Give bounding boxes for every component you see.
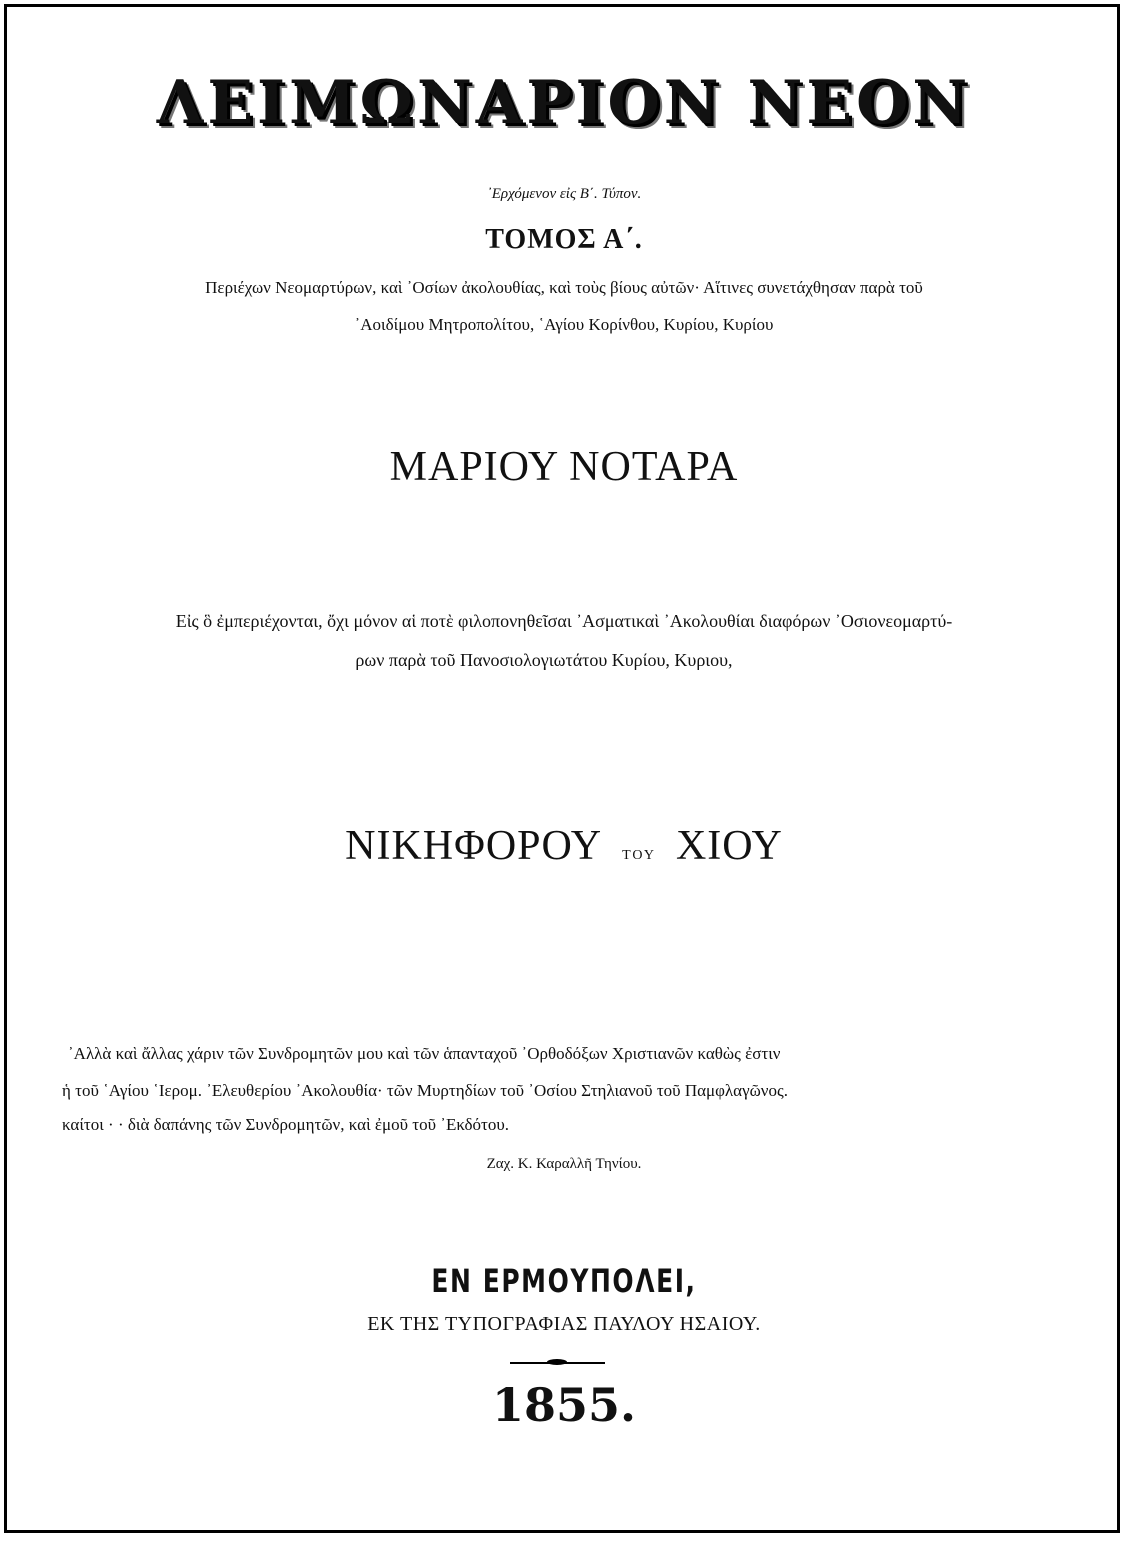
publication-year: 1855.	[491, 1378, 637, 1432]
volume-heading: ΤΟΜΟΣ Α΄.	[485, 224, 643, 255]
note-line-2: ἡ τοῦ ῾Αγίου ῾Ιερομ. ᾿Ελευθερίου ᾿Ακολουθία· τῶν Μυρτηδίων τοῦ ᾿Οσίου Στηλιανοῦ τοῦ Παμφλαγῶνος.	[62, 1081, 788, 1100]
note-line-3: καίτοι · · διὰ δαπάνης τῶν Συνδρομητῶν, καὶ ἐμοῦ τοῦ ᾿Εκδότου.	[62, 1115, 510, 1134]
edition-note: ᾿Ερχόμενον εἰς Β΄. Τύπον.	[486, 186, 642, 202]
decorative-rule-ornament	[547, 1359, 567, 1365]
place-of-publication: ΕΝ ΕΡΜΟΥΠΟΛΕΙ,	[431, 1262, 697, 1300]
includes-line-2: ρων παρὰ τοῦ Πανοσιολογιωτάτου Κυρίου, Κυριου,	[355, 650, 733, 670]
contents-line-2: ᾿Αοιδίμου Μητροπολίτου, ῾Αγίου Κορίνθου, Κυρίου, Κυρίου	[354, 315, 774, 334]
second-author-article: ΤΟΥ	[622, 848, 656, 863]
printer-name: ΕΚ ΤΗΣ ΤΥΠΟΓΡΑΦΙΑΣ ΠΑΥΛΟΥ ΗΣΑΙΟΥ.	[367, 1313, 761, 1335]
second-author-origin: ΧΙΟΥ	[675, 823, 783, 869]
includes-line-1: Εἰς ὃ ἐμπεριέχονται, ὄχι μόνον αἱ ποτὲ φιλοπονηθεῖσαι ᾿Ασματικαὶ ᾿Ακολουθίαι διαφόρων ᾿Οσιονεομαρτύ-	[175, 611, 953, 631]
first-author: ΜΑΡΙΟΥ ΝΟΤΑΡΑ	[389, 444, 739, 490]
contents-line-1: Περιέχων Νεομαρτύρων, καὶ ᾿Οσίων ἀκολουθίας, καὶ τοὺς βίους αὐτῶν· Αἵτινες συνετάχθησαν παρὰ τοῦ	[205, 278, 923, 297]
book-title: ΛΕΙΜΩΝΑΡΙΟΝ ΝΕΟΝ	[156, 68, 972, 138]
editor-name: Ζαχ. Κ. Καραλλῆ Τηνίου.	[486, 1156, 642, 1172]
second-author	[0, 822, 1128, 870]
second-author-name: ΝΙΚΗΦΟΡΟΥ	[345, 823, 603, 869]
note-line-1: ᾿Αλλὰ καὶ ἄλλας χάριν τῶν Συνδρομητῶν μου καὶ τῶν ἁπανταχοῦ ᾿Ορθοδόξων Χριστιανῶν καθὼς ἐστιν	[68, 1044, 781, 1063]
